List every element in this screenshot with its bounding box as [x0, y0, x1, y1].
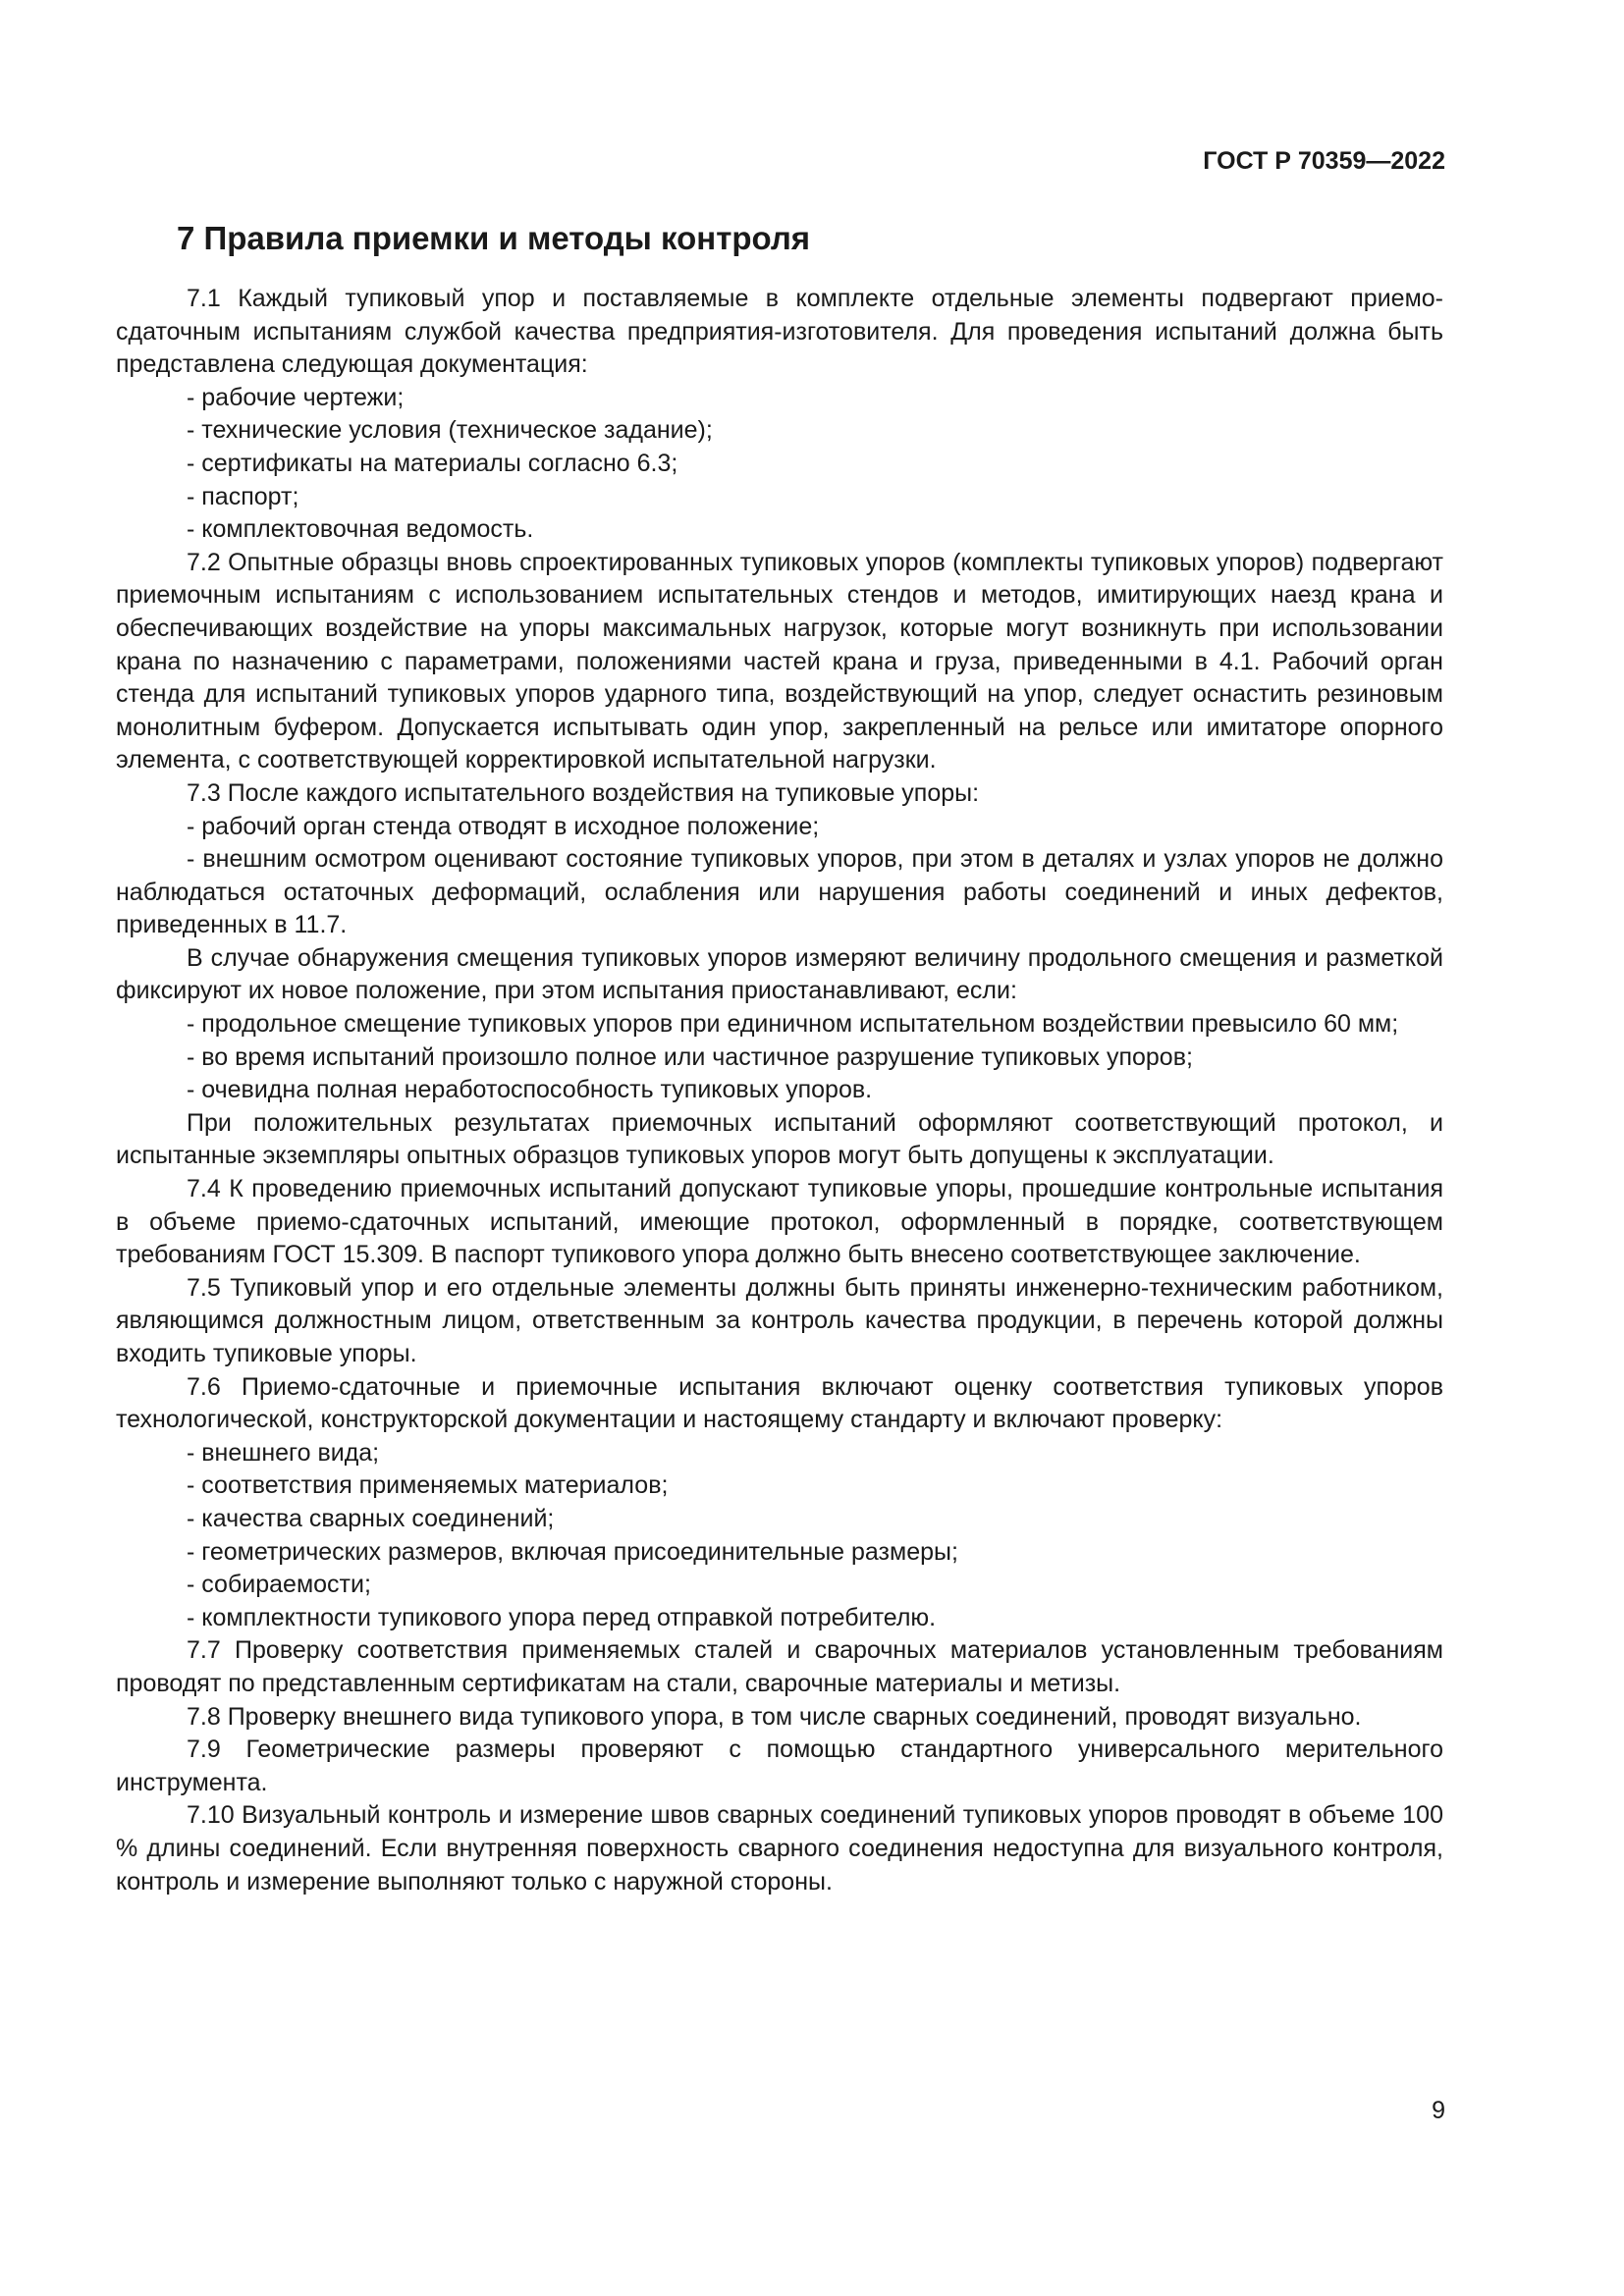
paragraph: 7.1 Каждый тупиковый упор и поставляемые в комплекте отдельные элементы подвергают приемо-сдаточным испытаниям службой качества предприятия-изготовителя. Для проведения испытаний должна быть представлена следующая документация: — [116, 285, 1443, 379]
list-item: - рабочий орган стенда отводят в исходное положение; — [187, 812, 820, 840]
paragraph: 7.9 Геометрические размеры проверяют с помощью стандартного универсального мерительного инструмента. — [116, 1735, 1443, 1796]
list-item: - сертификаты на материалы согласно 6.3; — [187, 449, 678, 477]
paragraph: 7.6 Приемо-сдаточные и приемочные испытания включают оценку соответствия тупиковых упоров технологической, конструкторской документации и настоящему стандарту и включают проверку: — [116, 1372, 1443, 1434]
paragraph: В случае обнаружения смещения тупиковых упоров измеряют величину продольного смещения и разметкой фиксируют их новое положение, при этом испытания приостанавливают, если: — [116, 943, 1443, 1005]
paragraph: 7.7 Проверку соответствия применяемых сталей и сварочных материалов установленным требованиям проводят по представленным сертификатам на стали, сварочные материалы и метизы. — [116, 1636, 1443, 1697]
list-item: - комплектовочная ведомость. — [187, 515, 534, 544]
list-item: - комплектности тупикового упора перед отправкой потребителю. — [187, 1603, 937, 1631]
paragraph: 7.8 Проверку внешнего вида тупикового упора, в том числе сварных соединений, проводят визуально. — [187, 1702, 1362, 1731]
list-item: - паспорт; — [187, 482, 299, 510]
list-item: - очевидна полная неработоспособность тупиковых упоров. — [187, 1076, 873, 1104]
list-item: - внешнего вида; — [187, 1438, 380, 1467]
list-item: - продольное смещение тупиковых упоров при единичном испытательном воздействии превысило 60 мм; — [187, 1010, 1399, 1039]
list-item: - технические условия (техническое задание); — [187, 416, 713, 445]
list-item: - собираемости; — [187, 1571, 371, 1599]
list-item: - во время испытаний произошло полное или частичное разрушение тупиковых упоров; — [187, 1042, 1193, 1071]
paragraph: 7.4 К проведению приемочных испытаний допускают тупиковые упоры, прошедшие контрольные испытания в объеме приемо-сдаточных испытаний, имеющие протокол, оформленный в порядке, соответствующем требованиям ГОСТ 15.309. В паспорт тупикового упора должно быть внесено соответствующее заключение. — [116, 1175, 1443, 1269]
document-code: ГОСТ Р 70359—2022 — [1203, 147, 1445, 175]
paragraph: 7.3 После каждого испытательного воздействия на тупиковые упоры: — [187, 778, 980, 807]
list-item: - соответствия применяемых материалов; — [187, 1471, 669, 1500]
list-item: - геометрических размеров, включая присоединительные размеры; — [187, 1537, 958, 1566]
list-item: - качества сварных соединений; — [187, 1504, 555, 1532]
page-number: 9 — [1432, 2097, 1445, 2124]
list-item: - внешним осмотром оценивают состояние тупиковых упоров, при этом в деталях и узлах упоров не должно наблюдаться остаточных деформаций, ослабления или нарушения работы соединений и иных дефектов, приведенных в 11.7. — [116, 845, 1443, 939]
paragraph: 7.2 Опытные образцы вновь спроектированных тупиковых упоров (комплекты тупиковых упоров) подвергают приемочным испытаниям с использованием испытательных стендов и методов, имитирующих наезд крана и обеспечивающих воздействие на упоры максимальных нагрузок, которые могут возникнуть при использовании крана по назначению с параметрами, положениями частей крана и груза, приведенными в 4.1. Рабочий орган стенда для испытаний тупиковых упоров ударного типа, воздействующий на упор, следует оснастить резиновым монолитным буфером. Допускается испытывать один упор, закрепленный на рельсе или имитаторе опорного элемента, с соответствующей корректировкой испытательной нагрузки. — [116, 548, 1443, 774]
section-body — [116, 283, 1443, 1898]
list-item: - рабочие чертежи; — [187, 383, 405, 411]
paragraph: При положительных результатах приемочных испытаний оформляют соответствующий протокол, и испытанные экземпляры опытных образцов тупиковых упоров могут быть допущены к эксплуатации. — [116, 1108, 1443, 1170]
paragraph: 7.5 Тупиковый упор и его отдельные элементы должны быть приняты инженерно-техническим работником, являющимся должностным лицом, ответственным за контроль качества продукции, в перечень которой должны входить тупиковые упоры. — [116, 1273, 1443, 1367]
section-title: 7 Правила приемки и методы контроля — [177, 220, 811, 256]
paragraph: 7.10 Визуальный контроль и измерение швов сварных соединений тупиковых упоров проводят в объеме 100 % длины соединений. Если внутренняя поверхность сварного соединения недоступна для визуального контроля, контроль и измерение выполняют только с наружной стороны. — [116, 1801, 1443, 1896]
